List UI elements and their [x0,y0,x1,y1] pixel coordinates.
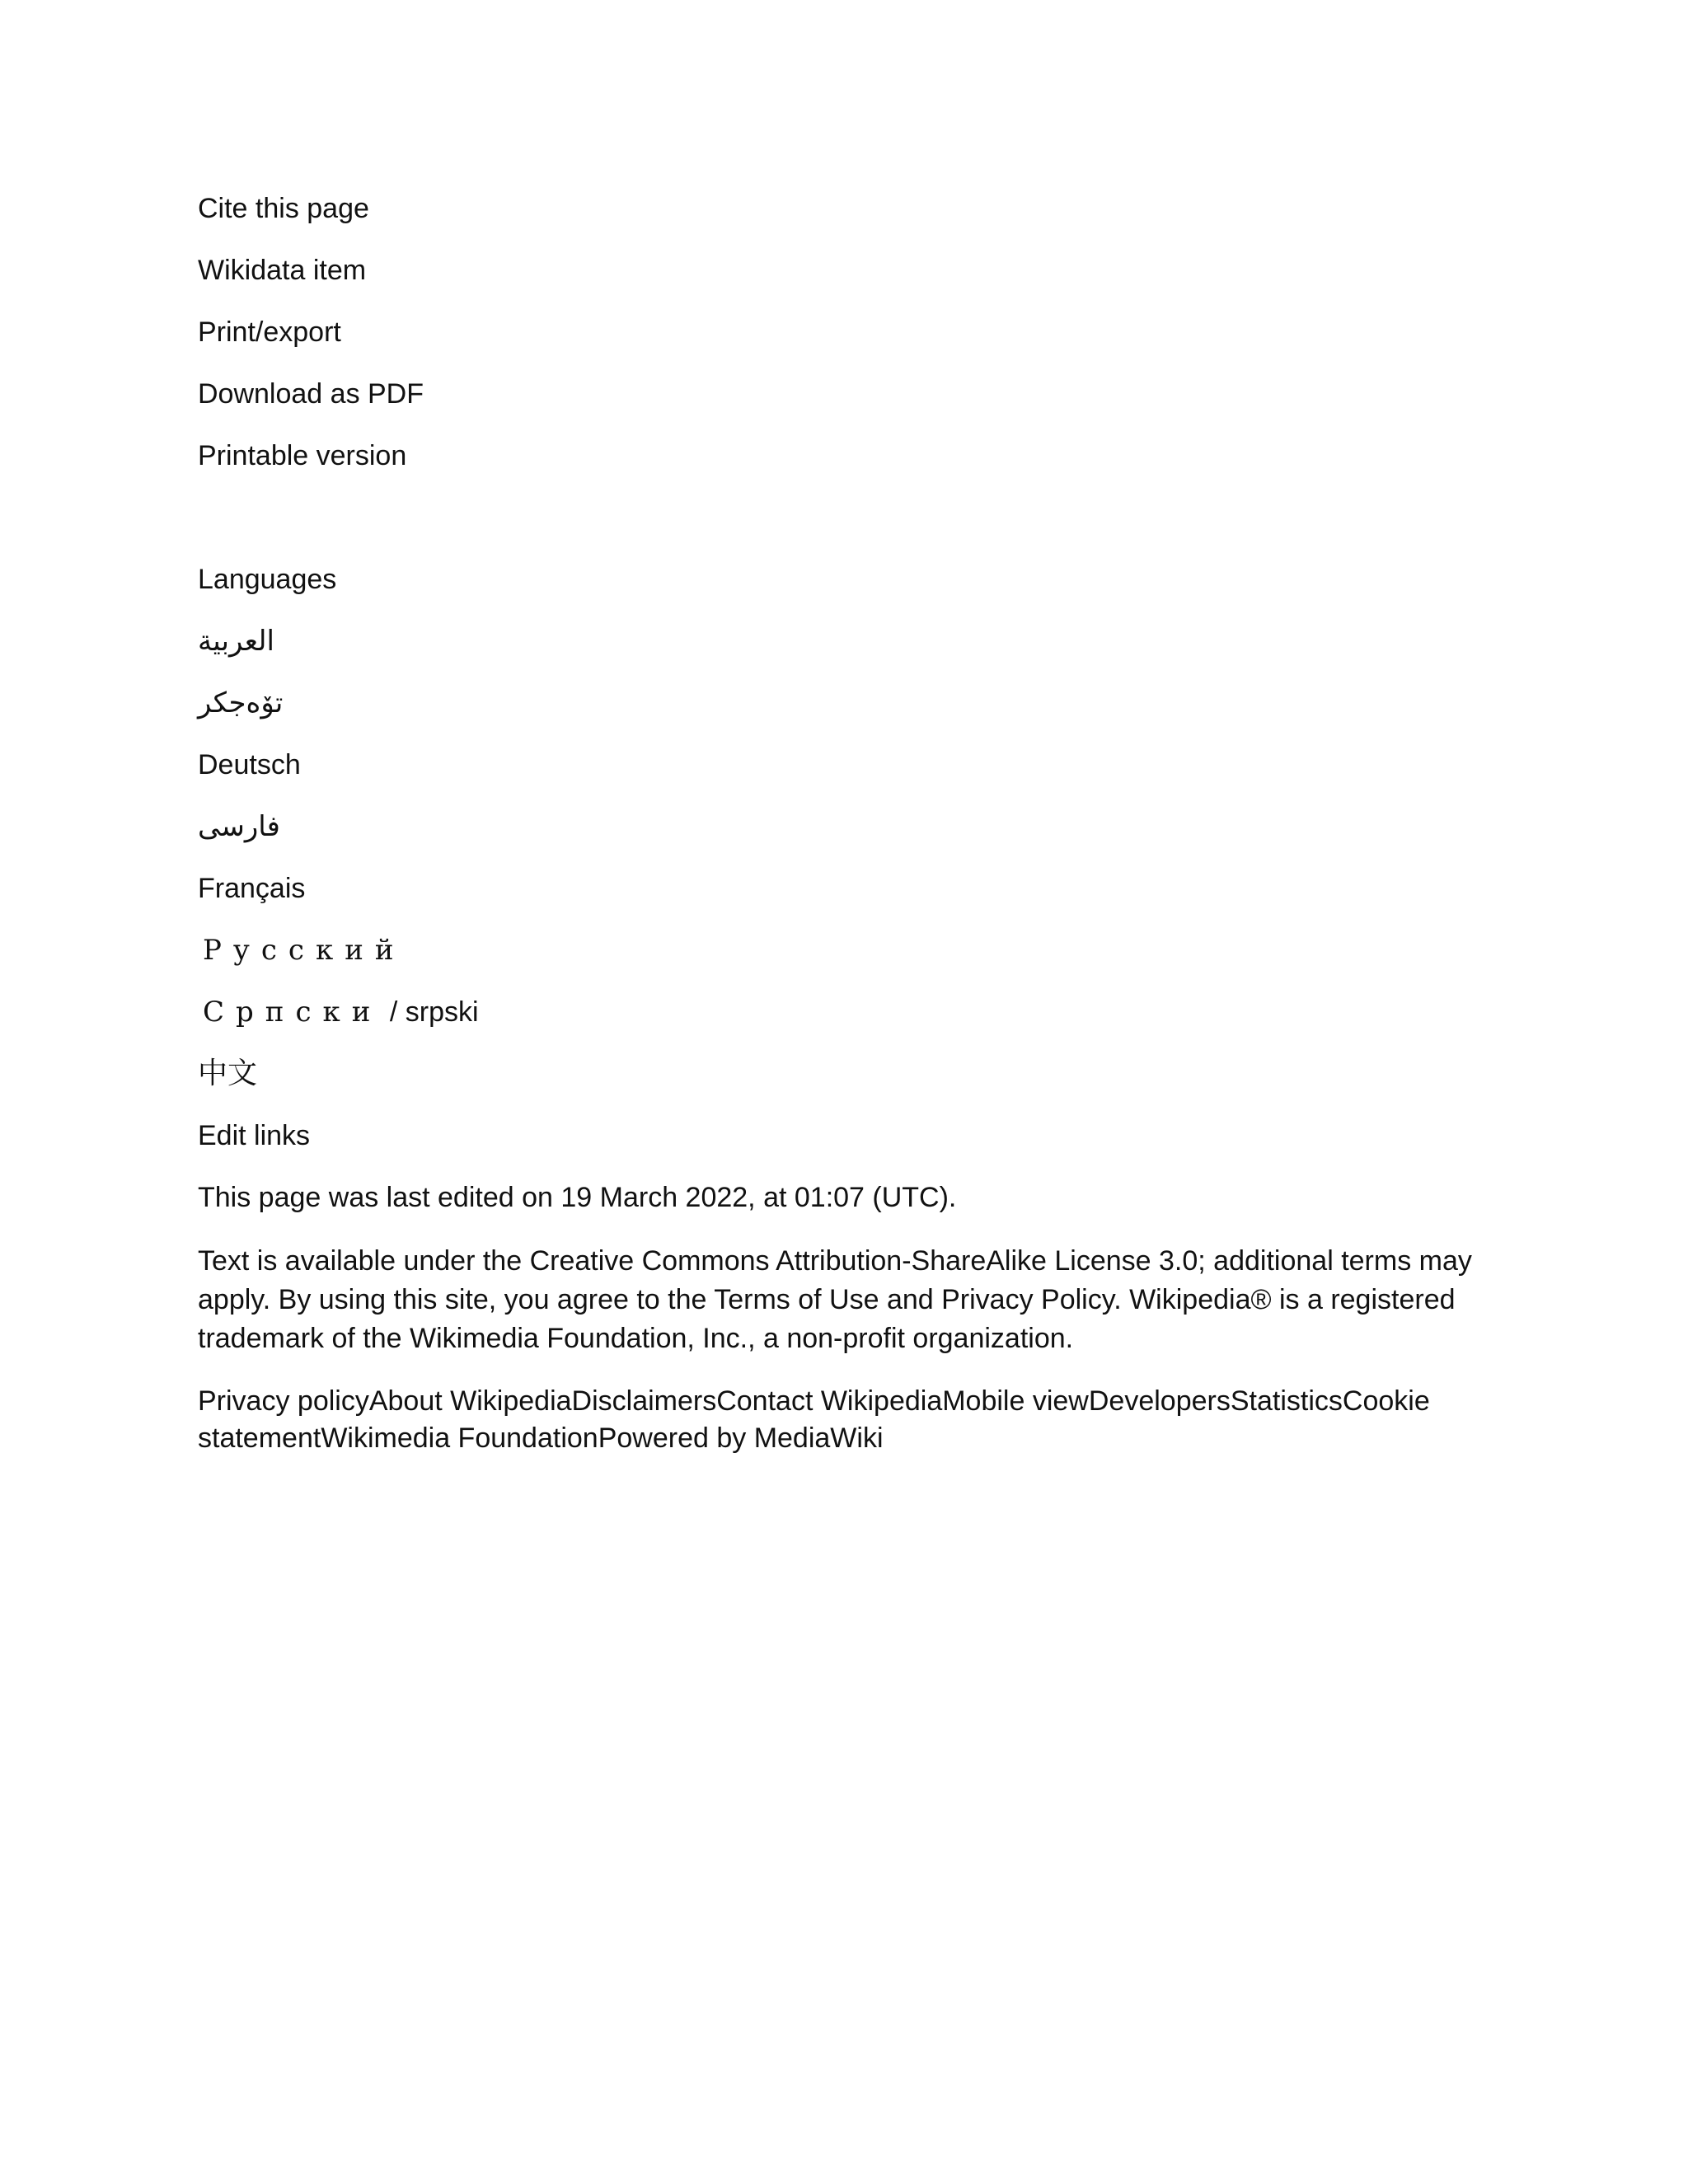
language-link-russian[interactable] [198,933,1500,968]
language-label-arabic: العربية [198,625,274,658]
footer-link-disclaimers[interactable]: Disclaimers [571,1385,717,1417]
edit-links-link[interactable]: Edit links [198,1120,311,1151]
language-link-serbian[interactable] [198,995,1500,1029]
printable-version-link[interactable]: Printable version [198,440,407,471]
footer-link-powered-by-mediawiki[interactable]: Powered by MediaWiki [598,1422,884,1454]
footer-link-cookie-statement[interactable]: Cookie statement [198,1385,1430,1454]
last-edited-notice: This page was last edited on 19 March 2022, at 01:07 (UTC). [198,1182,957,1213]
footer-link-mobile-view[interactable]: Mobile view [942,1385,1089,1417]
wikidata-item-link[interactable]: Wikidata item [198,255,367,286]
print-export-heading: Print/export [198,316,341,348]
language-label-serbian-cyrillic: Српски [203,996,382,1029]
language-label-serbian-latin: / srpski [382,996,479,1028]
footer-link-wikimedia-foundation[interactable]: Wikimedia Foundation [321,1422,598,1454]
language-label-russian: Русский [203,934,406,967]
language-link-chinese[interactable]: 中文 [198,1057,258,1090]
cite-this-page-link[interactable]: Cite this page [198,193,369,224]
license-notice: Text is available under the Creative Commons Attribution-ShareAlike License 3.0; additional terms may apply. By using this site, you agree to the Terms of Use and Privacy Policy. Wikipedia® is a registered trademark of the Wikimedia Foundation, Inc., a non-profit organization. [198,1245,1472,1354]
language-link-francais[interactable]: Français [198,873,306,904]
language-link-deutsch[interactable]: Deutsch [198,749,301,780]
footer-link-contact[interactable]: Contact Wikipedia [716,1385,943,1417]
download-pdf-link[interactable]: Download as PDF [198,378,424,410]
footer-link-privacy[interactable]: Privacy policy [198,1385,369,1417]
language-link-farsi[interactable] [198,809,1500,844]
language-label-farsi: فارسی [198,810,280,843]
footer-link-developers[interactable]: Developers [1088,1385,1231,1417]
language-link-uyghur[interactable] [198,686,1500,720]
footer-links [198,1383,1484,1457]
page-content [198,191,1500,1457]
languages-heading: Languages [198,564,337,595]
language-label-uyghur: تۆەجکر [198,687,284,719]
language-link-arabic[interactable] [198,624,1500,658]
footer-link-statistics[interactable]: Statistics [1230,1385,1343,1417]
footer-link-about[interactable]: About Wikipedia [368,1385,572,1417]
